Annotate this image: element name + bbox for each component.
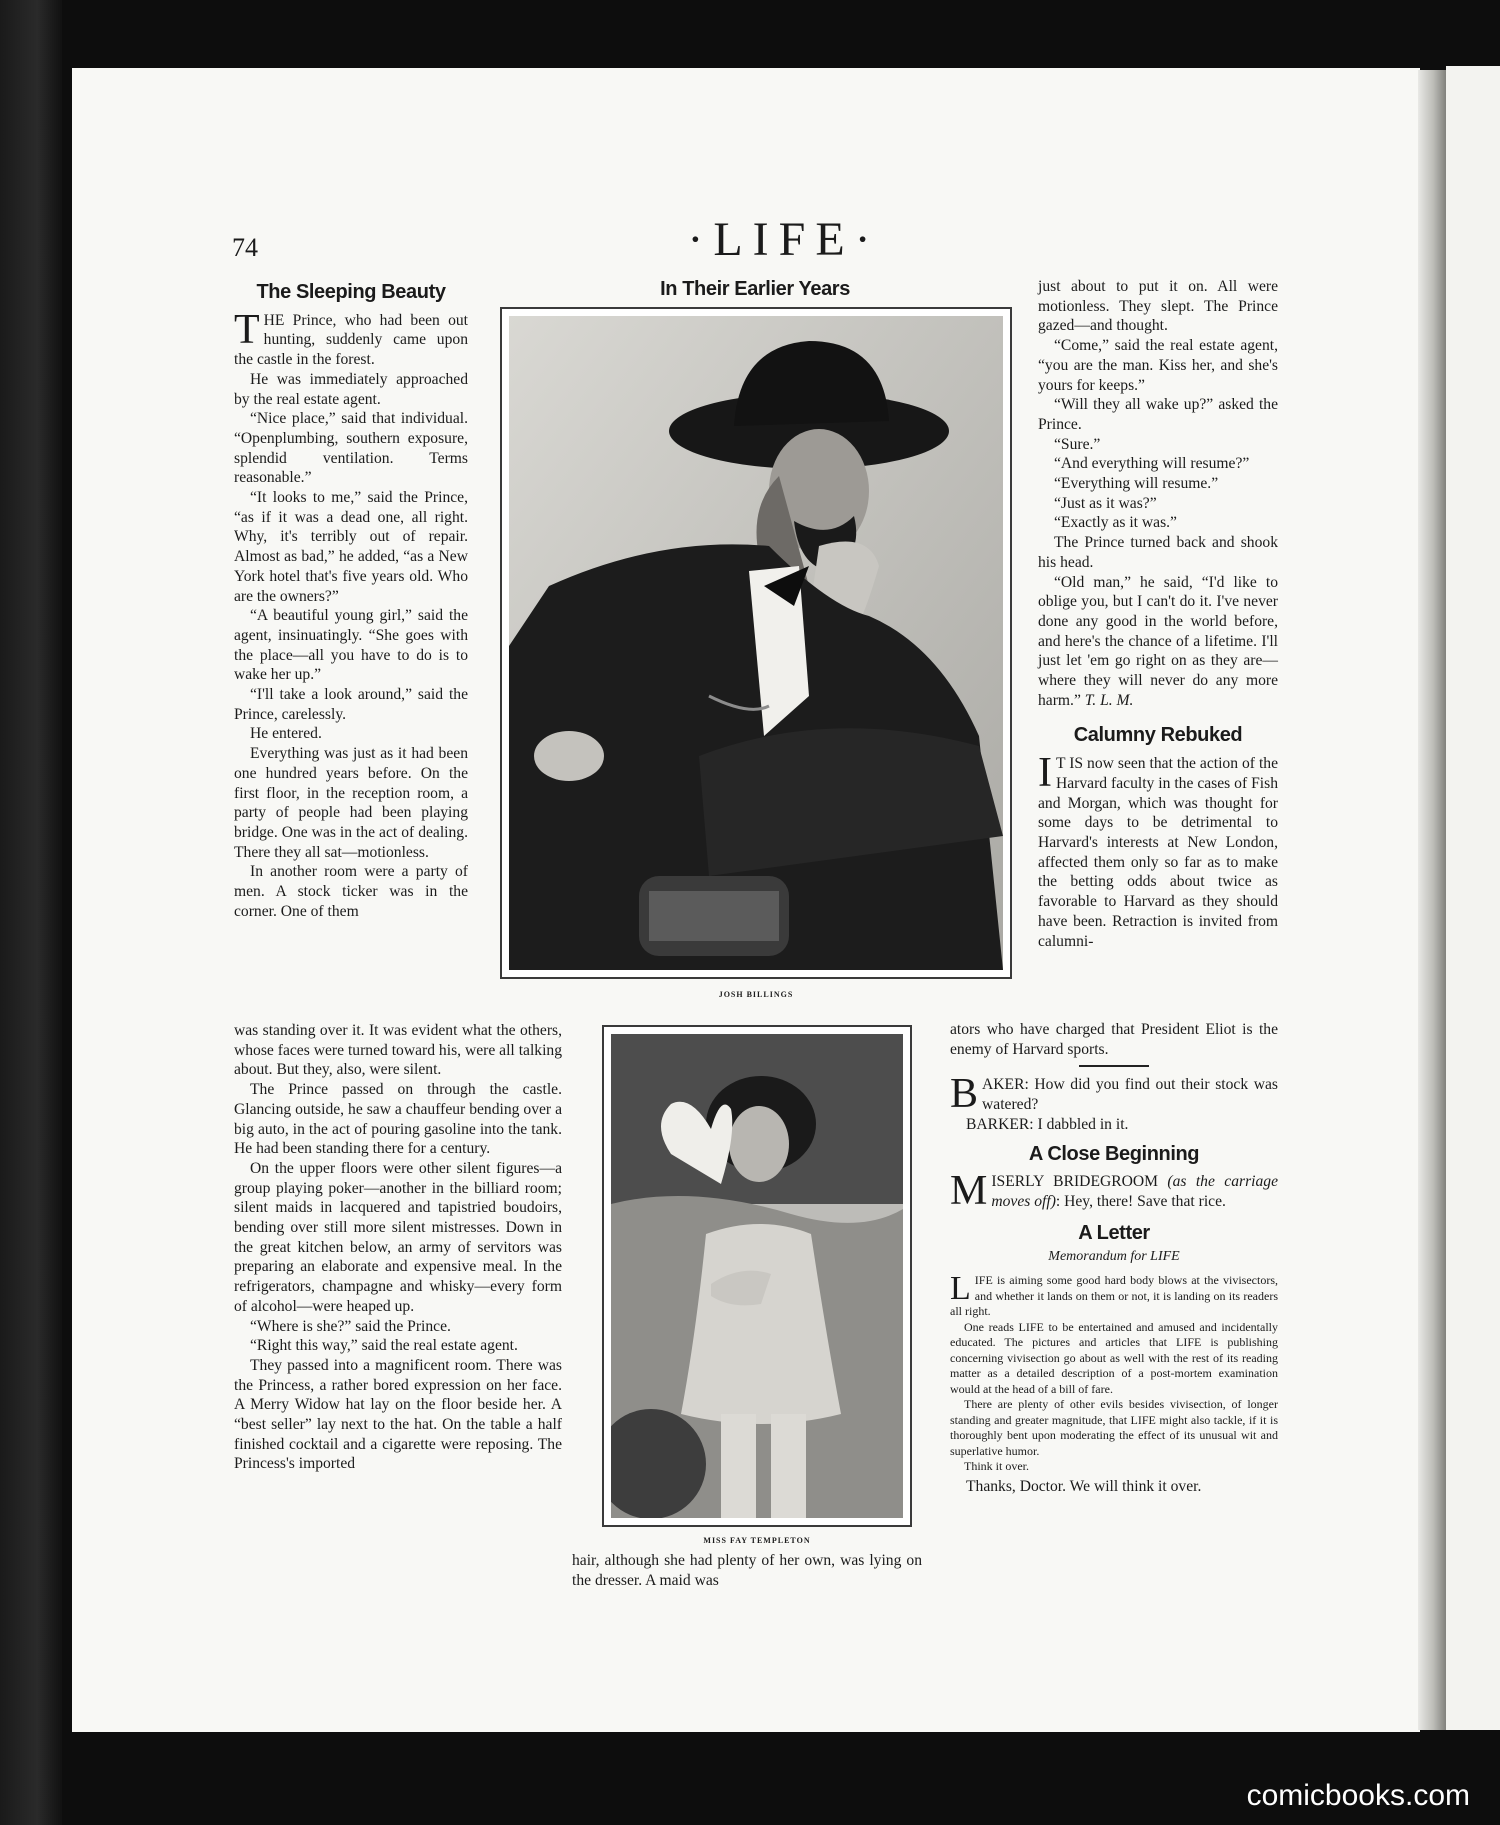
watermark: comicbooks.com [1246, 1779, 1470, 1812]
josh-billings-photo [509, 316, 1003, 970]
paragraph [1038, 573, 1278, 711]
right-column [1038, 277, 1278, 951]
paragraph: BARKER: I dabbled in it. [966, 1115, 1129, 1133]
paragraph-text: : Hey, there! Save that rice. [1055, 1192, 1226, 1210]
calumny-title: Calumny Rebuked [1073, 724, 1243, 747]
dropcap: I [1038, 750, 1052, 797]
letter-title: A Letter [1078, 1221, 1150, 1244]
paragraph: “Come,” said the real estate agent, “you are the man. Kiss her, and she's yours for keeps.” [1038, 337, 1278, 394]
paragraph: Everything was just as it had been one hundred years before. On the first floor, in the reception room, a party of people had been playing bridge. One was in the act of dealing. There they all sat—motionless. [234, 745, 468, 861]
left-column [234, 283, 468, 922]
paragraph: “Exactly as it was.” [1054, 514, 1177, 532]
paragraph-text: HE Prince, who had been out hunting, suddenly came upon the castle in the forest. [234, 311, 468, 369]
paragraph: He entered. [250, 725, 322, 743]
masthead: ·LIFE· [687, 213, 881, 266]
caption-fay-templeton: MISS FAY TEMPLETON [703, 1536, 811, 1545]
paragraph: “Sure.” [1054, 435, 1101, 453]
paragraph: Think it over. [964, 1459, 1029, 1474]
paragraph-text: T IS now seen that the action of the Harvard faculty in the cases of Fish and Morgan, which was thought for some days to be detrimental to Harvard's interests at New London, affected them only so far as to make the betting odds about twice as favorable to Harvard as they should have been. Retraction is invited from calumni- [1038, 755, 1278, 950]
paragraph: was standing over it. It was evident what the others, whose faces were turned toward his, were all talking about. But they, also, were silent. [234, 1022, 562, 1079]
right-column-wide [950, 1020, 1278, 1496]
next-page-edge [1446, 66, 1500, 1730]
letter-body [950, 1270, 1278, 1475]
photos-title: In Their Earlier Years [660, 278, 850, 300]
photo-frame-josh-billings [500, 307, 1012, 979]
portrait-man-icon [509, 316, 1003, 970]
paragraph-text: IFE is aiming some good hard body blows at the vivisectors, and whether it lands on them or not, it is landing on its readers all right. [950, 1273, 1278, 1319]
paragraph [950, 1270, 1278, 1320]
page-number: 74 [232, 233, 258, 262]
scan-border [0, 0, 62, 1825]
paragraph: ators who have charged that President Eliot is the enemy of Harvard sports. [950, 1021, 1278, 1058]
paragraph: In another room were a party of men. A stock ticker was in the corner. One of them [234, 863, 468, 920]
paragraph: “Just as it was?” [1054, 494, 1157, 512]
paragraph: On the upper floors were other silent figures—a group playing poker—another in the billiard room; silent maids in lacquered and tapistried boudoirs, bending over still more silent mistresses. Down in the great kitchen below, an army of servitors was preparing an elaborate and expensive meal. In the refrigerators, champagne and whisky—every form of alcohol—were heaped up. [234, 1159, 562, 1315]
paragraph: hair, although she had plenty of her own, was lying on the dresser. A maid was [572, 1552, 922, 1589]
paragraph: “Will they all wake up?” asked the Prince. [1038, 396, 1278, 433]
letter-reply: Thanks, Doctor. We will think it over. [966, 1477, 1202, 1495]
portrait-girl-icon [611, 1034, 903, 1518]
paragraph: “It looks to me,” said the Prince, “as if it was a dead one, all right. Why, it's terribly out of repair. Almost as bad,” he added, “as a New York hotel that's five years old. Who are the owners?” [234, 489, 468, 605]
paragraph-text: “Old man,” he said, “I'd like to oblige you, but I can't do it. I've never done any good in the world before, and here's the chance of a lifetime. I'll just let 'em go right on as they are—where they will never do any more harm.” [1038, 573, 1278, 709]
paragraph: “Right this way,” said the real estate agent. [250, 1337, 518, 1355]
paragraph: They passed into a magnificent room. There was the Princess, a rather bored expression on her face. A Merry Widow hat lay on the floor beside her. A “best seller” lay next to the hat. On the table a half finished cocktail and a cigarette were reposing. The Princess's imported [234, 1356, 562, 1473]
paragraph: “Everything will resume.” [1054, 475, 1219, 493]
paragraph-text: ISERLY BRIDEGROOM [991, 1173, 1159, 1191]
letter-subtitle: Memorandum for LIFE [1048, 1249, 1180, 1265]
sleeping-beauty-title: The Sleeping Beauty [256, 281, 446, 303]
paragraph: “A beautiful young girl,” said the agent, insinuatingly. “She goes with the place—all you have to do is to wake her up.” [234, 607, 468, 684]
paragraph: “Where is she?” said the Prince. [250, 1317, 451, 1335]
paragraph: The Prince turned back and shook his head. [1038, 534, 1278, 571]
baker-joke [950, 1071, 1278, 1118]
paragraph: The Prince passed on through the castle. Glancing outside, he saw a chauffeur bending over a big auto, in the act of pouring gasoline into the tank. He had been standing there for a century. [234, 1081, 562, 1158]
divider [1079, 1065, 1149, 1067]
dropcap: L [950, 1270, 971, 1308]
sleeping-beauty-p1 [234, 306, 468, 370]
paragraph: “I'll take a look around,” said the Prince, carelessly. [234, 686, 468, 723]
paragraph: “Nice place,” said that individual. “Openplumbing, southern exposure, splendid ventilation. Terms reasonable.” [234, 410, 468, 487]
fay-templeton-photo [611, 1034, 903, 1518]
dropcap: T [234, 306, 260, 353]
close-beginning-title: A Close Beginning [1028, 1142, 1200, 1165]
dropcap: B [950, 1071, 979, 1118]
calumny-text [1038, 750, 1278, 951]
close-beginning-text [950, 1168, 1278, 1215]
left-column-lower [234, 1021, 562, 1474]
paragraph: He was immediately approached by the real estate agent. [234, 370, 468, 408]
paragraph: “And everything will resume?” [1054, 455, 1250, 473]
paragraph: There are plenty of other evils besides vivisection, of longer standing and greater magnitude, that LIFE might also tackle, if it is thoroughly bent upon moderating the effect of its unusual wit and superlative humor. [950, 1397, 1278, 1458]
dropcap: M [950, 1168, 988, 1215]
caption-josh-billings: JOSH BILLINGS [718, 990, 794, 999]
photo-frame-fay-templeton [602, 1025, 912, 1527]
paragraph: just about to put it on. All were motionless. They slept. The Prince gazed—and thought. [1038, 278, 1278, 335]
signature: T. L. M. [1084, 691, 1134, 709]
stage-direction: (as the carriage moves off) [991, 1173, 1278, 1210]
paragraph: One reads LIFE to be entertained and amused and incidentally educated. The pictures and articles that LIFE is publishing concerning vivisection go about as well with the rest of its reading matter as a detailed description of a post-mortem examination would at the head of a bill of fare. [950, 1319, 1278, 1396]
paragraph-text: AKER: How did you find out their stock was watered? [982, 1076, 1278, 1114]
middle-bottom-column [572, 1551, 922, 1590]
